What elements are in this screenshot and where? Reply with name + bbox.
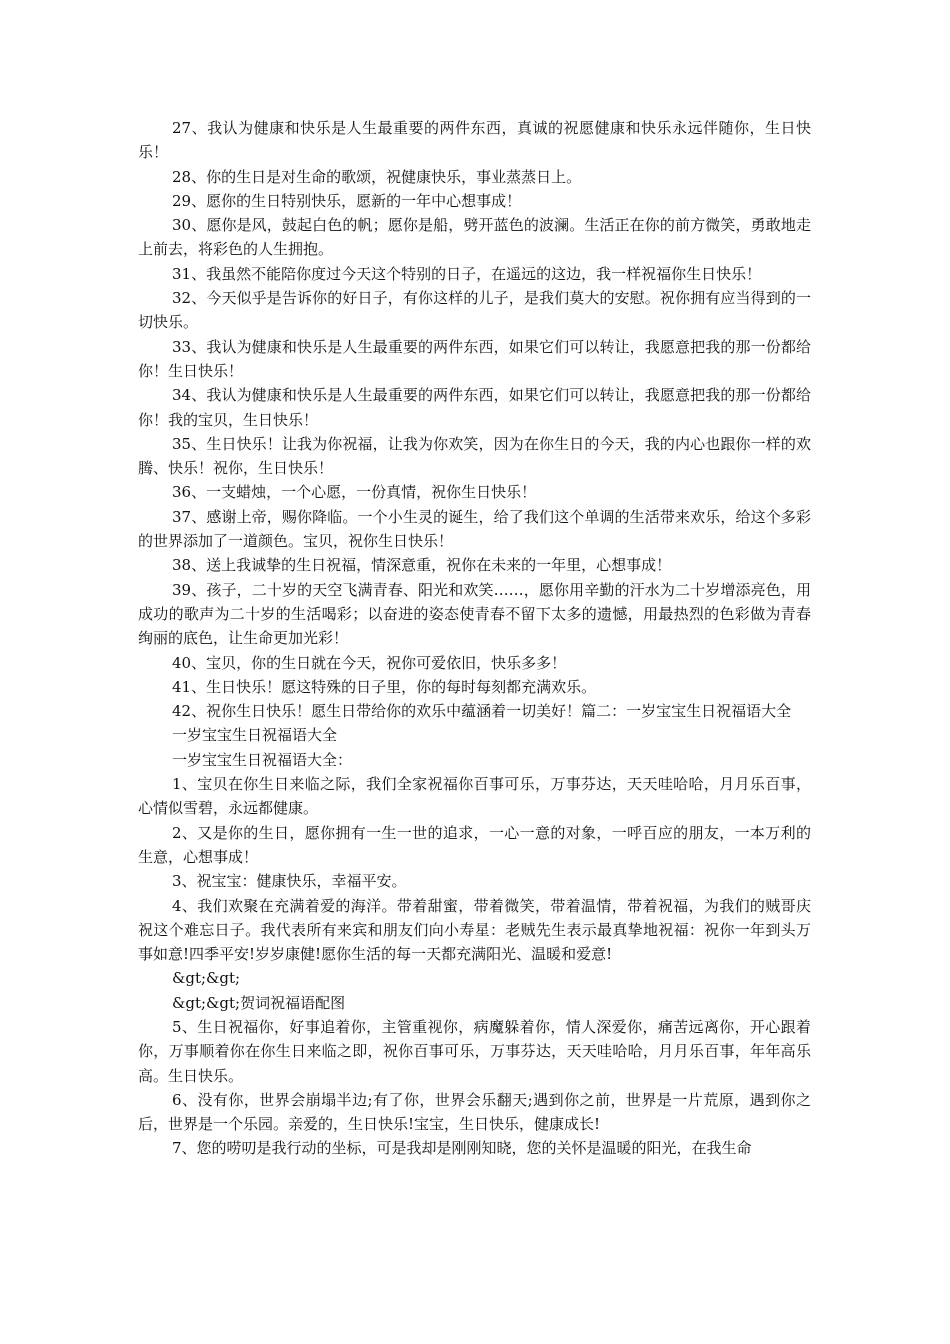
paragraph-40: 40、宝贝，你的生日就在今天，祝你可爱依旧，快乐多多！ (172, 653, 567, 672)
paragraph-41: 41、生日快乐！愿这特殊的日子里，你的每时每刻都充满欢乐。 (172, 677, 597, 696)
paragraph-7: 7、您的唠叨是我行动的坐标，可是我却是刚刚知晓，您的关怀是温暖的阳光，在我生命 (172, 1139, 752, 1158)
paragraph-36: 36、一支蜡烛，一个心愿，一份真情，祝你生日快乐！ (172, 483, 537, 502)
paragraph-33: 33、我认为健康和快乐是人生最重要的两件东西，如果它们可以转让，我愿意把我的那一份都给你！生日快乐！ (138, 337, 811, 380)
paragraph-31: 31、我虽然不能陪你度过今天这个特别的日子，在遥远的这边，我一样祝福你生日快乐！ (172, 264, 762, 283)
section-heading: 一岁宝宝生日祝福语大全 (172, 726, 338, 745)
paragraph-42: 42、祝你生日快乐！愿生日带给你的欢乐中蕴涵着一切美好！篇二：一岁宝宝生日祝福语大全 (172, 702, 792, 721)
paragraph-39: 39、孩子，二十岁的天空飞满青春、阳光和欢笑……，愿你用辛勤的汗水为二十岁增添亮色，用成功的歌声为二十岁的生活喝彩；以奋进的姿态使青春不留下太多的遗憾，用最热烈的色彩做为青春绚丽的底色，让生命更加光彩！ (138, 580, 811, 648)
paragraph-37: 37、感谢上帝，赐你降临。一个小生灵的诞生，给了我们这个单调的生活带来欢乐，给这个多彩的世界添加了一道颜色。宝贝，祝你生日快乐！ (138, 507, 811, 551)
paragraph-6: 6、没有你，世界会崩塌半边;有了你，世界会乐翻天;遇到你之前，世界是一片荒原，遇到你之后，世界是一个乐园。亲爱的，生日快乐!宝宝，生日快乐，健康成长! (138, 1090, 811, 1134)
section-subheading: 一岁宝宝生日祝福语大全： (172, 750, 353, 769)
paragraph-2: 2、又是你的生日，愿你拥有一生一世的追求，一心一意的对象，一呼百应的朋友，一本万利的生意，心想事成！ (138, 823, 811, 866)
paragraph-3: 3、祝宝宝：健康快乐，幸福平安。 (172, 872, 407, 891)
paragraph-5: 5、生日祝福你，好事追着你，主管重视你，病魔躲着你，情人深爱你，痛苦远离你，开心跟着你，万事顺着你在你生日来临之即，祝你百事可乐，万事芬达，天天哇哈哈，月月乐百事，年年高乐高。生日快乐。 (138, 1017, 811, 1085)
paragraph-27: 27、我认为健康和快乐是人生最重要的两件东西，真诚的祝愿健康和快乐永远伴随你，生日快乐！ (138, 119, 811, 162)
image-caption-line: &gt;&gt;贺词祝福语配图 (172, 993, 346, 1012)
document-body (138, 116, 811, 1161)
paragraph-28: 28、你的生日是对生命的歌颂，祝健康快乐，事业蒸蒸日上。 (172, 167, 582, 186)
paragraph-38: 38、送上我诚挚的生日祝福，情深意重，祝你在未来的一年里，心想事成！ (172, 556, 672, 575)
paragraph-34: 34、我认为健康和快乐是人生最重要的两件东西，如果它们可以转让，我愿意把我的那一份都给你！我的宝贝，生日快乐！ (138, 386, 811, 429)
paragraph-4: 4、我们欢聚在充满着爱的海洋。带着甜蜜，带着微笑，带着温情，带着祝福，为我们的贼哥庆祝这个难忘日子。我代表所有来宾和朋友们向小寿星：老贼先生表示最真挚地祝福：祝你一年到头万事如意!四季平安!岁岁康健!愿你生活的每一天都充满阳光、温暖和爱意! (138, 896, 811, 964)
paragraph-1: 1、宝贝在你生日来临之际，我们全家祝福你百事可乐，万事芬达，天天哇哈哈，月月乐百事，心情似雪碧，永远都健康。 (138, 775, 811, 818)
paragraph-30: 30、愿你是风，鼓起白色的帆；愿你是船，劈开蓝色的波澜。生活正在你的前方微笑，勇敢地走上前去，将彩色的人生拥抱。 (138, 216, 811, 259)
paragraph-32: 32、今天似乎是告诉你的好日子，有你这样的儿子，是我们莫大的安慰。祝你拥有应当得到的一切快乐。 (138, 289, 811, 332)
escaped-marker-line: &gt;&gt; (172, 969, 241, 988)
paragraph-29: 29、愿你的生日特别快乐，愿新的一年中心想事成！ (172, 191, 522, 210)
paragraph-35: 35、生日快乐！让我为你祝福，让我为你欢笑，因为在你生日的今天，我的内心也跟你一样的欢腾、快乐！祝你，生日快乐！ (138, 434, 811, 478)
